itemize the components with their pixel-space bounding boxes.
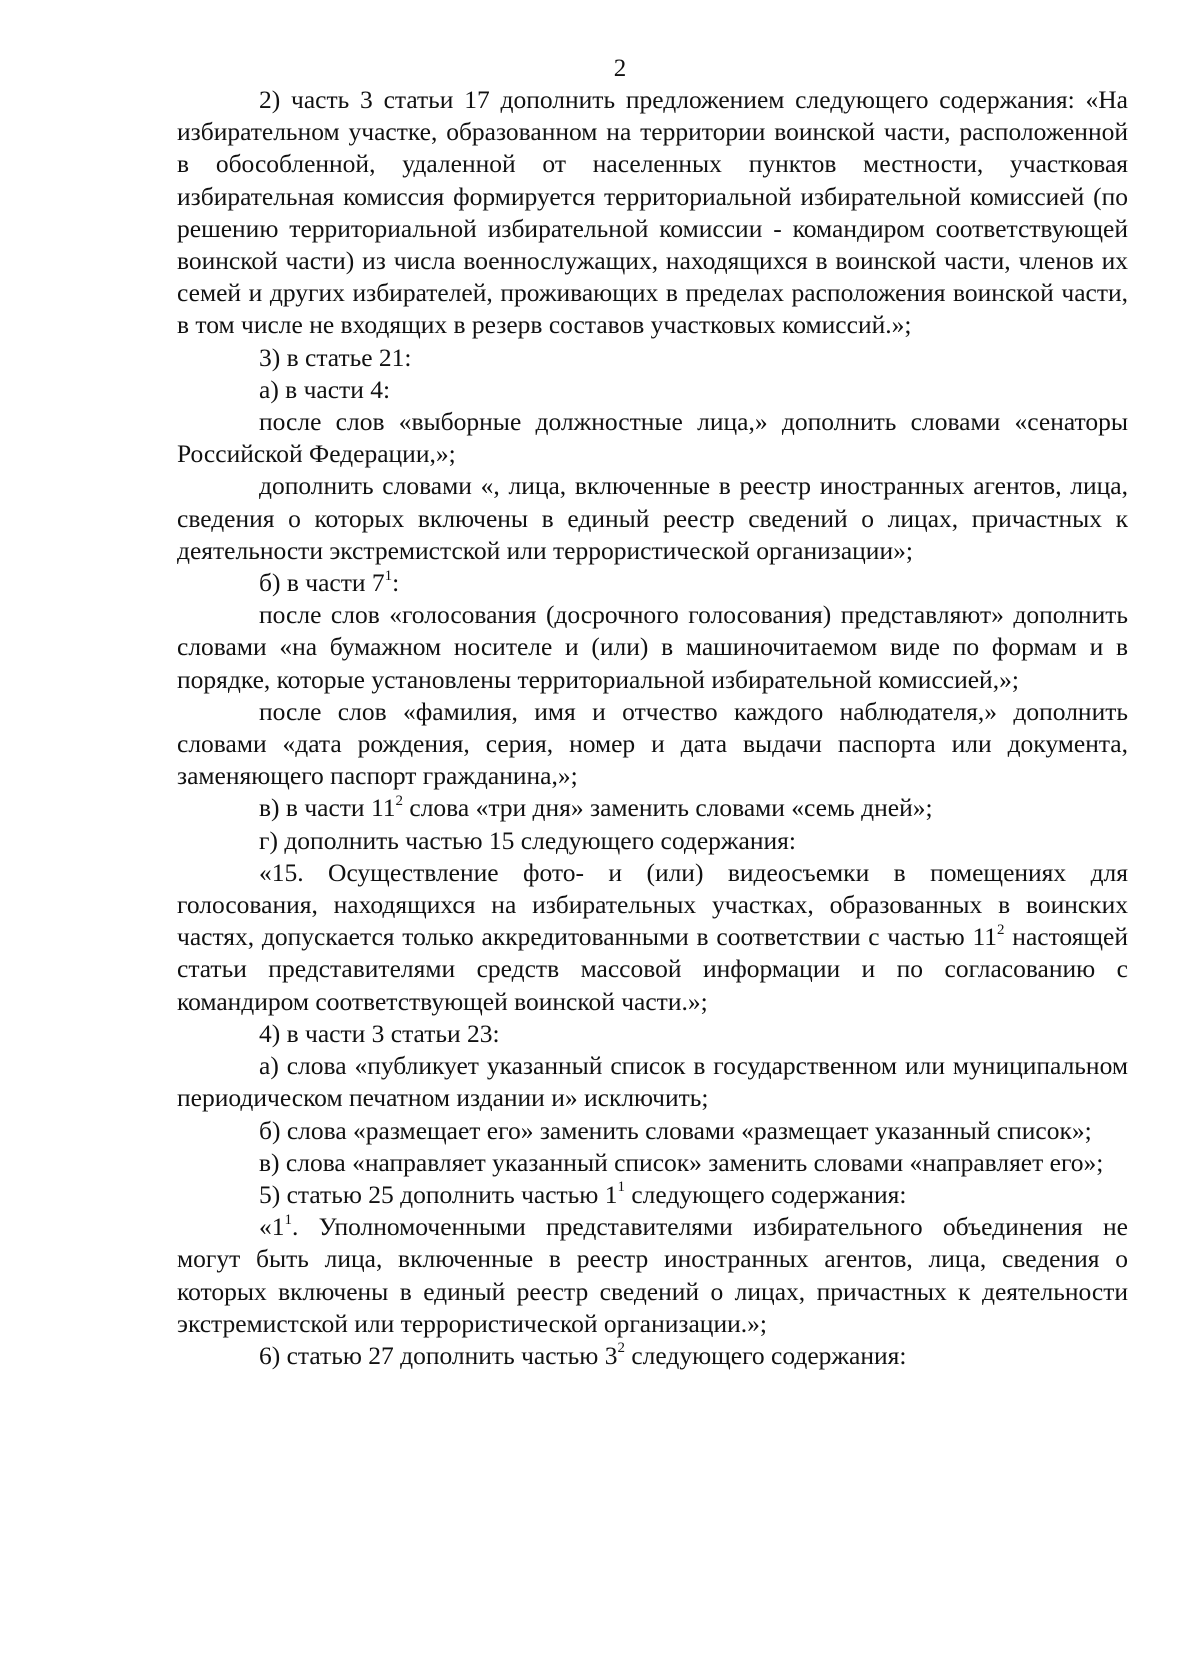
paragraph-3b — [177, 567, 1128, 599]
paragraph-3a-insert-agents: дополнить словами «, лица, включенные в реестр иностранных агентов, лица, сведения о которых включены в единый реестр сведений о лицах, причастных к деятельности экстремистской или террористической организации»; — [177, 471, 1128, 565]
paragraph-5-quote-text: «1 — [259, 1212, 285, 1242]
paragraph-5-quote-tail: . Уполномоченными представителями избирательного объединения не могут быть лица, включенные в реестр иностранных агентов, лица, сведения о которых включены в единый реестр сведений о лицах, причастных к деятельности экстремистской или террористической организации.»; — [177, 1212, 1128, 1338]
paragraph-4v: в) слова «направляет указанный список» заменить словами «направляет его»; — [259, 1147, 1104, 1177]
superscript: 2 — [617, 1340, 625, 1357]
paragraph-2: 2) часть 3 статьи 17 дополнить предложением следующего содержания: «На избирательном участке, образованном на территории воинской части, расположенной в обособленной, удаленной от населенных пунктов местности, участковая избирательная комиссия формируется территориальной избирательной комиссией (по решению территориальной избирательной комиссии - командиром соответствующей воинской части) из числа военнослужащих, находящихся в воинской части, членов их семей и других избирателей, проживающих в пределах расположения воинской части, в том числе не входящих в резерв составов участковых комиссий.»; — [177, 85, 1128, 340]
paragraph-5-quote — [177, 1211, 1128, 1340]
paragraph-3: 3) в статье 21: — [259, 342, 412, 372]
paragraph-6-text: 6) статью 27 дополнить частью 3 — [259, 1340, 618, 1370]
paragraph-3g: г) дополнить частью 15 следующего содержания: — [259, 825, 796, 855]
page-number: 2 — [613, 55, 627, 82]
superscript: 2 — [395, 792, 404, 809]
paragraph-5-tail: следующего содержания: — [624, 1179, 907, 1209]
superscript: 1 — [284, 1211, 292, 1228]
paragraph-3a: а) в части 4: — [259, 374, 391, 404]
paragraph-3v — [177, 792, 1128, 824]
paragraph-5 — [177, 1179, 1128, 1211]
paragraph-15-quote — [177, 857, 1128, 1018]
superscript: 2 — [997, 921, 1005, 938]
paragraph-15-text: «15. Осуществление фото- и (или) видеосъемки в помещениях для голосования, находящихся на избирательных участках, образованных в воинских частях, допускается только аккредитованными в соответствии с частью 11 — [177, 857, 1128, 952]
document-body — [177, 84, 1128, 1372]
superscript: 1 — [617, 1179, 625, 1196]
paragraph-6 — [177, 1340, 1128, 1372]
paragraph-3b-observer: после слов «фамилия, имя и отчество каждого наблюдателя,» дополнить словами «дата рождения, серия, номер и дата выдачи паспорта или документа, заменяющего паспорт гражданина,»; — [177, 696, 1128, 791]
paragraph-4b: б) слова «размещает его» заменить словами «размещает указанный список»; — [259, 1115, 1092, 1145]
paragraph-5-text: 5) статью 25 дополнить частью 1 — [259, 1179, 618, 1209]
paragraph-3b-text: б) в части 7 — [259, 568, 385, 598]
paragraph-15-tail: настоящей статьи представителями средств массовой информации и по согласованию с командиром соответствующей воинской части.»; — [177, 922, 1128, 1016]
paragraph-3v-text: в) в части 11 — [259, 793, 396, 823]
paragraph-4: 4) в части 3 статьи 23: — [259, 1018, 500, 1048]
paragraph-6-tail: следующего содержания: — [624, 1340, 907, 1370]
superscript: 1 — [384, 567, 393, 584]
paragraph-3v-tail: слова «три дня» заменить словами «семь дней»; — [403, 793, 933, 823]
paragraph-3a-insert-senators: после слов «выборные должностные лица,» дополнить словами «сенаторы Российской Федерации,»; — [177, 407, 1128, 469]
paragraph-3b-tail: : — [392, 568, 400, 598]
paragraph-3b-voting: после слов «голосования (досрочного голосования) представляют» дополнить словами «на бумажном носителе и (или) в машиночитаемом виде по формам и в порядке, которые установлены территориальной избирательной комиссией,»; — [177, 600, 1128, 694]
paragraph-4a: а) слова «публикует указанный список в государственном или муниципальном периодическом печатном издании и» исключить; — [177, 1051, 1128, 1113]
